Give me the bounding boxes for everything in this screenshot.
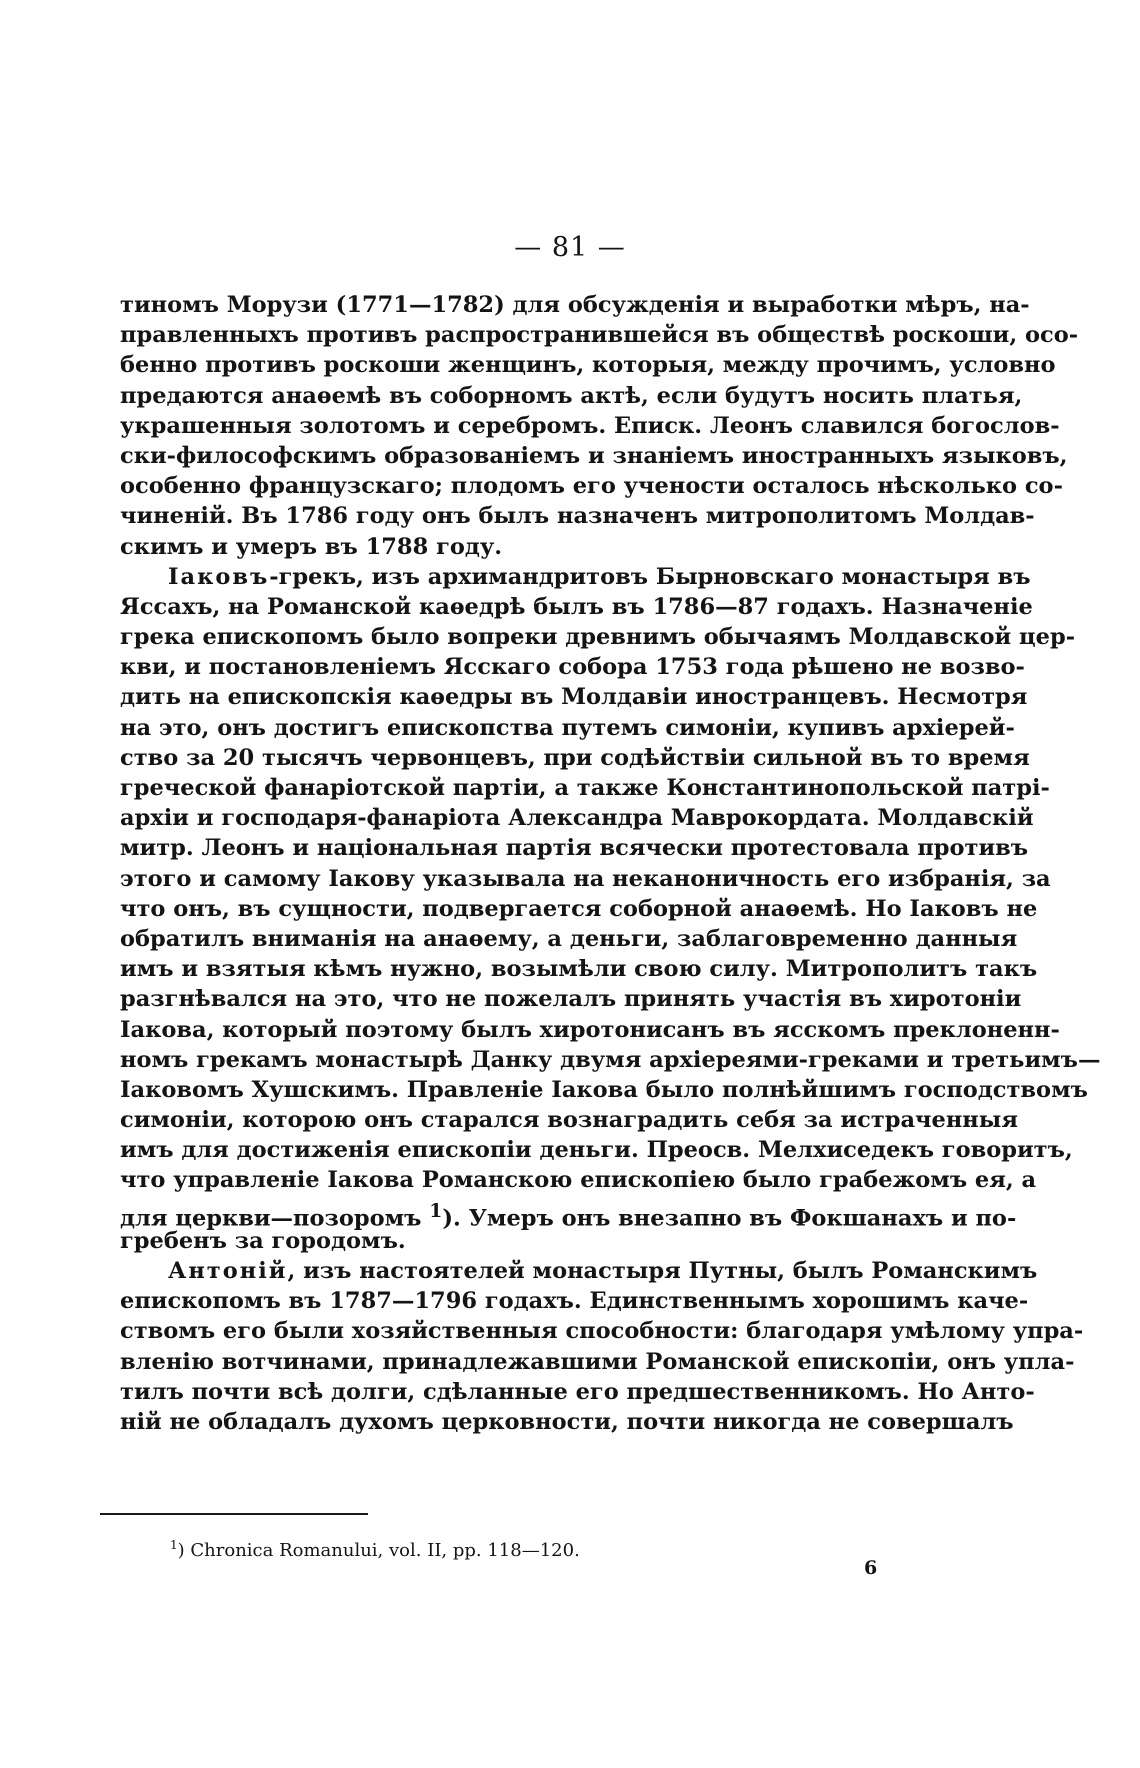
paragraph-3-line: епископомъ въ 1787—1796 годахъ. Единственнымъ хорошимъ каче- (120, 1288, 1029, 1315)
paragraph-3-first-line-rest: , изъ настоятелей монастыря Путны, былъ Романскимъ (287, 1258, 1038, 1284)
footnote-reference[interactable]: 1 (429, 1199, 443, 1222)
paragraph-1-line-3: бенно противъ роскоши женщинъ, которыя, между прочимъ, условно (120, 352, 1056, 379)
paragraph-2-line: симоніи, которою онъ старался вознаградить себя за истраченныя (120, 1107, 1018, 1134)
paragraph-3-line: ствомъ его были хозяйственныя способности: благодаря умѣлому упра- (120, 1318, 1084, 1345)
paragraph-1-line-1: тиномъ Морузи (1771—1782) для обсужденія и выработки мѣръ, на- (120, 292, 1030, 318)
entry-name-antoniy: Антоній (168, 1258, 288, 1284)
footnote-text: ) Chronica Romanului, vol. II, pp. 118—120. (177, 1540, 580, 1561)
paragraph-1-line-7: особенно французскаго; плодомъ его учености осталось нѣсколько со- (120, 473, 1063, 500)
paragraph-2-line: Іакова, который поэтому былъ хиротонисанъ въ ясскомъ преклоненн- (120, 1016, 1060, 1043)
paragraph-1-line-4: предаются анаѳемѣ въ соборномъ актѣ, если будутъ носить платья, (120, 382, 1023, 409)
paragraph-2-line: греческой фанаріотской партіи, а также Константинопольской патрі- (120, 775, 1050, 801)
paragraph-2-line: этого и самому Іакову указывала на неканоничность его избранія, за (120, 865, 1051, 892)
paragraph-1-line-6: ски-философскимъ образованіемъ и знаніемъ иностранныхъ языковъ, (120, 442, 1068, 469)
paragraph-2-line: что онъ, въ сущности, подвергается соборной анаѳемѣ. Но Іаковъ не (120, 895, 1038, 922)
paragraph-1-line-9: скимъ и умеръ въ 1788 году. (120, 533, 503, 560)
paragraph-2-line-1 (120, 562, 1031, 592)
pre-reference-text: для церкви—позоромъ (120, 1205, 422, 1232)
paragraph-3-line-1 (120, 1256, 1038, 1286)
paragraph-2-line: ство за 20 тысячъ червонцевъ, при содѣйствіи сильной въ то время (120, 744, 1030, 771)
paragraph-2-line: имъ и взятыя кѣмъ нужно, возымѣли свою силу. Митрополитъ такъ (120, 956, 1038, 983)
paragraph-3-line: ній не обладалъ духомъ церковности, почти никогда не совершалъ (120, 1408, 1014, 1435)
paragraph-3-line: тилъ почти всѣ долги, сдѣланные его предшественникомъ. Но Анто- (120, 1378, 1035, 1405)
paragraph-2-line: разгнѣвался на это, что не пожелалъ принять участія въ хиротоніи (120, 986, 1022, 1013)
paragraph-1-line-8: чиненій. Въ 1786 году онъ былъ назначенъ митрополитомъ Молдав- (120, 503, 1035, 530)
entry-name-iakov: Іаковъ (168, 563, 270, 590)
paragraph-2-line: грека епископомъ было вопреки древнимъ обычаямъ Молдавской цер- (120, 624, 1076, 651)
footnote-marker: 1 (170, 1538, 178, 1552)
page-number: — 81 — (514, 232, 626, 263)
paragraph-2-last-line: гребенъ за городомъ. (120, 1227, 406, 1254)
signature-mark: 6 (864, 1557, 878, 1579)
paragraph-2-line: номъ грекамъ монастырѣ Данку двумя архіереями-греками и третьимъ— (120, 1046, 1101, 1073)
paragraph-2-line: обратилъ вниманія на анаѳему, а деньги, заблаговременно данныя (120, 925, 1018, 952)
paragraph-2-line: архіи и господаря-фанаріота Александра Маврокордата. Молдавскій (120, 805, 1034, 832)
paragraph-2-line: кви, и постановленіемъ Ясскаго собора 1753 года рѣшено не возво- (120, 654, 1025, 681)
paragraph-2-line: на это, онъ достигъ епископства путемъ симоніи, купивъ архіерей- (120, 714, 1015, 741)
paragraph-2-line: дить на епископскія каѳедры въ Молдавіи иностранцевъ. Несмотря (120, 684, 1028, 711)
paragraph-2-first-line-rest: -грекъ, изъ архимандритовъ Бырновскаго монастыря въ (269, 563, 1031, 590)
paragraph-1-line-2: правленныхъ противъ распространившейся въ обществѣ роскоши, осо- (120, 322, 1079, 349)
paragraph-2-line: Яссахъ, на Романской каѳедрѣ былъ въ 1786—87 годахъ. Назначеніе (120, 593, 1033, 620)
paragraph-2-line: Іаковомъ Хушскимъ. Правленіе Іакова было полнѣйшимъ господствомъ (120, 1076, 1088, 1103)
paragraph-2-line: имъ для достиженія епископіи деньги. Преосв. Мелхиседекъ говоритъ, (120, 1137, 1073, 1164)
body-text (120, 290, 1101, 1437)
paragraph-2-line: митр. Леонъ и національная партія всячески протестовала противъ (120, 835, 1029, 862)
paragraph-3-line: вленію вотчинами, принадлежавшими Романской епископіи, онъ упла- (120, 1348, 1075, 1375)
paragraph-2-line: что управленіе Іакова Романскою епископіею было грабежомъ ея, а (120, 1167, 1037, 1194)
footnote-divider (100, 1513, 368, 1515)
paragraph-1-line-5: украшенныя золотомъ и серебромъ. Еписк. Леонъ славился богослов- (120, 412, 1060, 439)
footnote (170, 1538, 580, 1561)
paragraph-2-footnote-line (120, 1196, 1017, 1232)
post-reference-text: ). Умеръ онъ внезапно въ Фокшанахъ и по- (442, 1205, 1017, 1232)
